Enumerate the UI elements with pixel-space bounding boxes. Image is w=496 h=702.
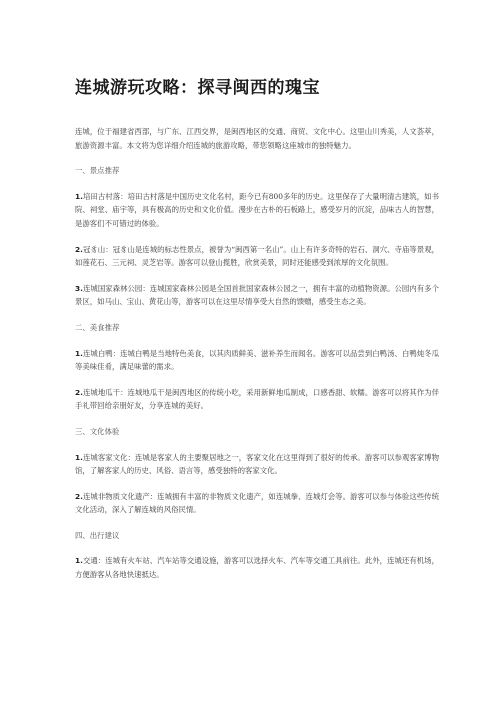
- list-item: [75, 190, 439, 231]
- item-text: 连城白鸭：连城白鸭是当地特色美食，以其肉质鲜美、滋补养生而闻名。游客可以品尝到白鸭汤、白鸭炖冬瓜等美味佳肴，满足味蕾的需求。: [75, 348, 439, 372]
- item-number: 2.: [75, 244, 83, 254]
- list-item: [75, 347, 439, 374]
- section-heading-food: 二、美食推荐: [75, 322, 120, 332]
- article-body: [75, 125, 439, 594]
- section-heading-attractions: 一、景点推荐: [75, 166, 120, 176]
- item-number: 1.: [75, 348, 83, 358]
- item-text: 冠豸山：冠豸山是连城的标志性景点，被誉为“闽西第一名山”。山上有许多奇特的岩石、洞穴、寺庙等景观，如莲花石、三元祠、灵芝岩等。游客可以登山揽胜，欣赏美景，同时还能感受到浓厚的文化氛围。: [75, 244, 439, 268]
- item-text: 交通：连城有火车站、汽车站等交通设施，游客可以选择火车、汽车等交通工具前往。此外，连城还有机场，方便游客从各地快速抵达。: [75, 556, 439, 580]
- list-item: [75, 554, 439, 581]
- intro-paragraph: 连城，位于福建省西部，与广东、江西交界，是闽西地区的交通、商贸、文化中心。这里山川秀美，人文荟萃，旅游资源丰富。本文将为您详细介绍连城的旅游攻略，带您领略这座城市的独特魅力。: [75, 127, 439, 150]
- item-text: 连城国家森林公园：连城国家森林公园是全国首批国家森林公园之一，拥有丰富的动植物资源。公园内有多个景区，如马山、宝山、黄花山等，游客可以在这里尽情享受大自然的馈赠，感受生态之美。: [75, 283, 439, 307]
- section-heading-culture: 三、文化体验: [75, 426, 120, 436]
- item-number: 1.: [75, 452, 83, 462]
- item-number: 1.: [75, 191, 83, 201]
- list-item: [75, 243, 439, 270]
- list-item: [75, 451, 439, 478]
- item-text: 连城地瓜干：连城地瓜干是闽西地区的传统小吃，采用新鲜地瓜制成，口感香甜、软糯。游客可以将其作为伴手礼带回给亲朋好友，分享连城的美好。: [75, 387, 439, 411]
- page-title: 连城游玩攻略：探寻闽西的瑰宝: [75, 78, 320, 98]
- list-item: [75, 282, 439, 309]
- section-heading-travel-tips: 四、出行建议: [75, 530, 120, 540]
- item-text: 连城客家文化：连城是客家人的主要聚居地之一，客家文化在这里得到了很好的传承。游客可以参观客家博物馆，了解客家人的历史、风俗、语言等，感受独特的客家文化。: [75, 452, 439, 476]
- item-number: 2.: [75, 387, 83, 397]
- list-item: [75, 386, 439, 413]
- item-text: 培田古村落：培田古村落是中国历史文化名村，距今已有800多年的历史。这里保存了大量明清古建筑，如书院、祠堂、庙宇等，具有极高的历史和文化价值。漫步在古朴的石板路上，感受岁月的沉淀，品味古人的智慧，是游客们不可错过的体验。: [75, 191, 439, 228]
- item-number: 1.: [75, 556, 83, 566]
- list-item: [75, 490, 439, 517]
- item-number: 2.: [75, 491, 83, 501]
- item-text: 连城非物质文化遗产：连城拥有丰富的非物质文化遗产，如连城拳、连城灯会等。游客可以参与体验这些传统文化活动，深入了解连城的风俗民情。: [75, 491, 439, 515]
- item-number: 3.: [75, 283, 83, 293]
